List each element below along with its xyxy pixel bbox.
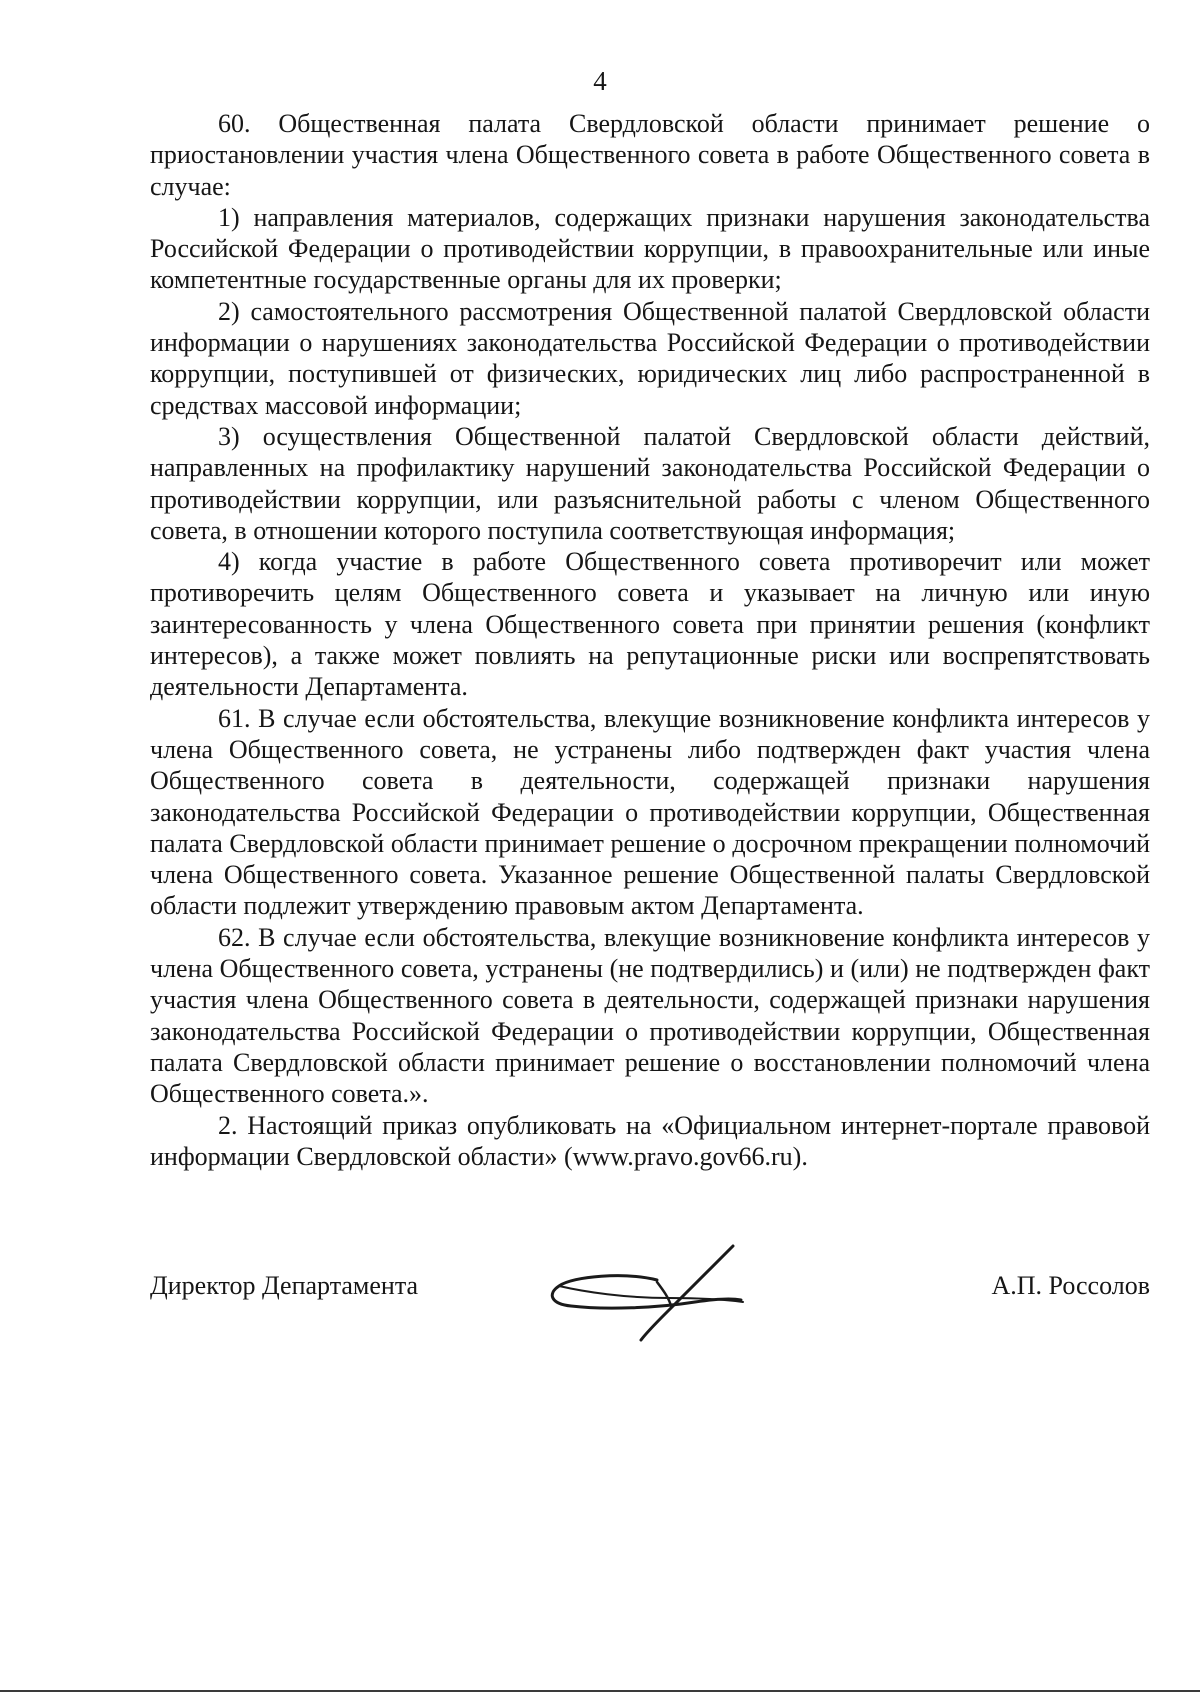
document-body <box>150 108 1150 1172</box>
page-number: 4 <box>593 66 607 96</box>
paragraph-61: 61. В случае если обстоятельства, влекущие возникновение конфликта интересов у члена Общественного совета, не устранены либо подтвержден факт участия члена Общественного совета в деятельности, содержащей признаки нарушения законодательства Российской Федерации о противодействии коррупции, Общественная палата Свердловской области принимает решение о досрочном прекращении полномочий члена Общественного совета. Указанное решение Общественной палаты Свердловской области подлежит утверждению правовым актом Департамента. <box>150 703 1150 921</box>
signer-name: А.П. Россолов <box>991 1271 1150 1300</box>
handwritten-signature-icon <box>545 1242 765 1350</box>
paragraph-60-item-1: 1) направления материалов, содержащих признаки нарушения законодательства Российской Федерации о противодействии коррупции, в правоохранительные или иные компетентные государственные органы для их проверки; <box>150 202 1150 295</box>
signer-title: Директор Департамента <box>150 1271 419 1300</box>
paragraph-60-item-2: 2) самостоятельного рассмотрения Общественной палатой Свердловской области информации о нарушениях законодательства Российской Федерации о противодействии коррупции, поступившей от физических, юридических лиц либо распространенной в средствах массовой информации; <box>150 296 1150 420</box>
signature-block <box>150 1250 1150 1370</box>
paragraph-60-item-4: 4) когда участие в работе Общественного совета противоречит или может противоречить целям Общественного совета и указывает на личную или иную заинтересованность у члена Общественного совета при принятии решения (конфликт интересов), а также может повлиять на репутационные риски или воспрепятствовать деятельности Департамента. <box>150 547 1150 702</box>
bottom-page-rule <box>0 1690 1200 1692</box>
order-item-2: 2. Настоящий приказ опубликовать на «Официальном интернет-портале правовой информации Свердловской области» (www.pravo.gov66.ru). <box>150 1110 1150 1171</box>
paragraph-60-item-3: 3) осуществления Общественной палатой Свердловской области действий, направленных на профилактику нарушений законодательства Российской Федерации о противодействии коррупции, или разъяснительной работы с членом Общественного совета, в отношении которого поступила соответствующая информация; <box>150 421 1150 545</box>
paragraph-62: 62. В случае если обстоятельства, влекущие возникновение конфликта интересов у члена Общественного совета, устранены (не подтвердились) и (или) не подтвержден факт участия члена Общественного совета в деятельности, содержащей признаки нарушения законодательства Российской Федерации о противодействии коррупции, Общественная палата Свердловской области принимает решение о восстановлении полномочий члена Общественного совета.». <box>150 922 1150 1109</box>
paragraph-60: 60. Общественная палата Свердловской области принимает решение о приостановлении участия члена Общественного совета в работе Общественного совета в случае: <box>150 109 1150 201</box>
